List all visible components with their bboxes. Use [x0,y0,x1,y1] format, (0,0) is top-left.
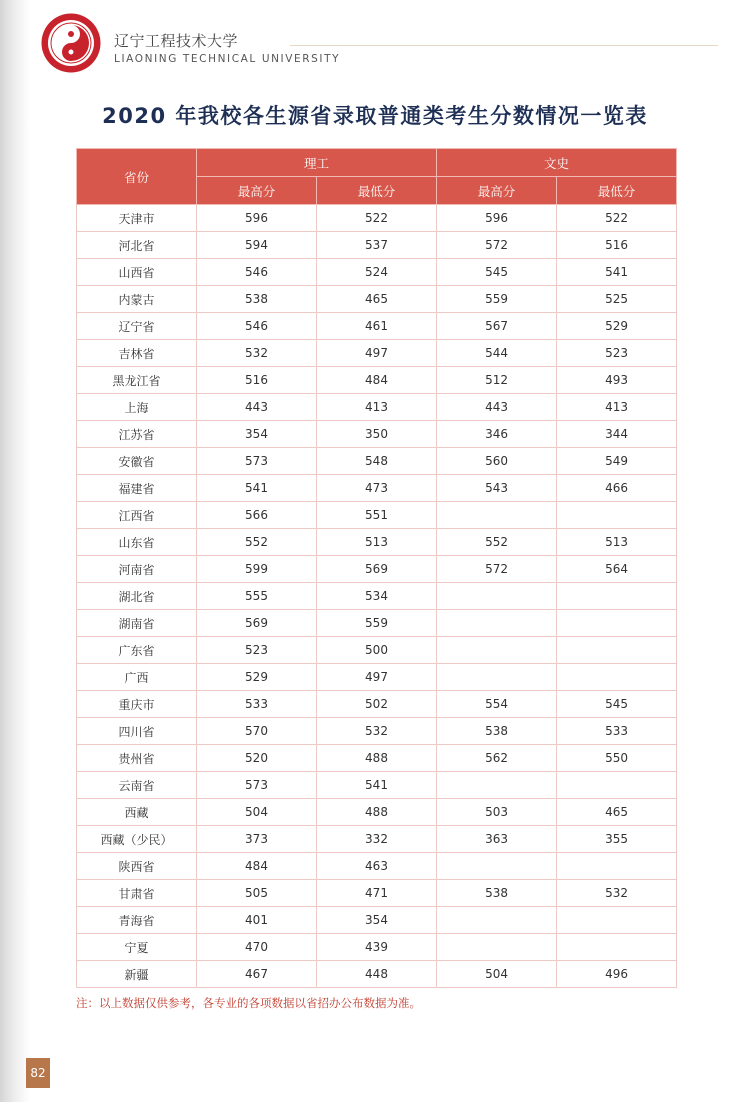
table-row [77,340,677,367]
province-cell: 内蒙古 [77,286,197,313]
province-cell: 黑龙江省 [77,367,197,394]
footnote: 注：以上数据仅供参考，各专业的各项数据以省招办公布数据为准。 [76,996,421,1010]
science-min-cell: 532 [317,718,437,745]
science-max-cell: 566 [197,502,317,529]
science-max-cell: 546 [197,313,317,340]
arts-min-cell: 529 [557,313,677,340]
arts-min-cell: 516 [557,232,677,259]
arts-max-cell: 504 [437,961,557,988]
science-max-cell: 546 [197,259,317,286]
province-cell: 辽宁省 [77,313,197,340]
table-row [77,853,677,880]
table-row [77,880,677,907]
table-row [77,745,677,772]
province-cell: 贵州省 [77,745,197,772]
university-logo [40,12,102,74]
science-min-cell: 534 [317,583,437,610]
science-min-cell: 497 [317,340,437,367]
science-min-cell: 500 [317,637,437,664]
table-row [77,556,677,583]
arts-max-cell: 559 [437,286,557,313]
table-row [77,691,677,718]
arts-max-cell: 538 [437,880,557,907]
science-max-cell: 529 [197,664,317,691]
arts-min-cell: 545 [557,691,677,718]
science-max-cell: 599 [197,556,317,583]
arts-min-cell: 541 [557,259,677,286]
science-min-cell: 413 [317,394,437,421]
science-max-cell: 573 [197,448,317,475]
province-cell: 广东省 [77,637,197,664]
science-min-cell: 548 [317,448,437,475]
science-min-cell: 522 [317,205,437,232]
science-min-cell: 488 [317,745,437,772]
arts-max-cell: 512 [437,367,557,394]
table-row [77,313,677,340]
arts-max-cell [437,934,557,961]
science-min-cell: 513 [317,529,437,556]
arts-max-cell: 503 [437,799,557,826]
arts-min-cell: 532 [557,880,677,907]
arts-max-cell [437,664,557,691]
arts-max-cell [437,853,557,880]
province-cell: 上海 [77,394,197,421]
province-column-header: 省份 [77,149,197,205]
table-row [77,934,677,961]
science-max-cell: 538 [197,286,317,313]
science-min-cell: 524 [317,259,437,286]
table-row [77,583,677,610]
science-max-cell: 373 [197,826,317,853]
province-cell: 湖北省 [77,583,197,610]
province-cell: 云南省 [77,772,197,799]
science-max-cell: 470 [197,934,317,961]
province-cell: 西藏（少民） [77,826,197,853]
science-min-cell: 569 [317,556,437,583]
science-max-cell: 533 [197,691,317,718]
arts-max-cell [437,637,557,664]
science-max-cell: 467 [197,961,317,988]
table-row [77,448,677,475]
score-table-body [77,205,677,988]
arts-min-cell [557,610,677,637]
science-max-cell: 555 [197,583,317,610]
science-group-header: 理工 [197,149,437,177]
arts-min-cell [557,772,677,799]
science-max-cell: 354 [197,421,317,448]
science-min-cell: 465 [317,286,437,313]
arts-min-cell: 533 [557,718,677,745]
page-number: 82 [26,1058,50,1088]
university-name-en: LIAONING TECHNICAL UNIVERSITY [114,53,341,65]
arts-min-cell [557,664,677,691]
arts-min-cell: 466 [557,475,677,502]
arts-max-cell: 572 [437,232,557,259]
arts-min-cell [557,637,677,664]
arts-max-cell: 552 [437,529,557,556]
arts-min-cell: 355 [557,826,677,853]
province-cell: 新疆 [77,961,197,988]
table-row [77,907,677,934]
table-row [77,475,677,502]
science-min-cell: 332 [317,826,437,853]
arts-min-cell: 413 [557,394,677,421]
science-max-cell: 532 [197,340,317,367]
science-max-cell: 401 [197,907,317,934]
table-row [77,421,677,448]
arts-min-cell: 549 [557,448,677,475]
arts-max-cell: 443 [437,394,557,421]
arts-max-cell: 363 [437,826,557,853]
province-cell: 重庆市 [77,691,197,718]
science-min-cell: 354 [317,907,437,934]
science-min-cell: 350 [317,421,437,448]
arts-max-cell [437,502,557,529]
arts-max-cell: 538 [437,718,557,745]
science-max-cell: 484 [197,853,317,880]
page-edge-shadow [0,0,30,1102]
science-min-cell: 473 [317,475,437,502]
arts-min-cell: 522 [557,205,677,232]
arts-min-cell: 344 [557,421,677,448]
arts-max-cell: 544 [437,340,557,367]
arts-min-cell: 513 [557,529,677,556]
province-cell: 青海省 [77,907,197,934]
arts-max-cell: 545 [437,259,557,286]
province-cell: 河北省 [77,232,197,259]
table-row [77,664,677,691]
science-max-cell: 594 [197,232,317,259]
table-row [77,799,677,826]
science-min-cell: 439 [317,934,437,961]
province-cell: 福建省 [77,475,197,502]
province-cell: 山东省 [77,529,197,556]
province-cell: 吉林省 [77,340,197,367]
arts-max-header: 最高分 [437,177,557,205]
table-row [77,961,677,988]
table-row [77,772,677,799]
table-row [77,826,677,853]
science-max-cell: 570 [197,718,317,745]
arts-min-cell [557,853,677,880]
province-cell: 湖南省 [77,610,197,637]
science-min-cell: 537 [317,232,437,259]
page-title: 2020 年我校各生源省录取普通类考生分数情况一览表 [102,104,648,128]
arts-min-cell [557,907,677,934]
table-row [77,367,677,394]
arts-max-cell: 562 [437,745,557,772]
table-row [77,232,677,259]
arts-min-cell: 525 [557,286,677,313]
science-max-cell: 523 [197,637,317,664]
arts-min-header: 最低分 [557,177,677,205]
arts-min-cell: 523 [557,340,677,367]
arts-min-cell [557,934,677,961]
province-cell: 安徽省 [77,448,197,475]
university-name-cn: 辽宁工程技术大学 [114,32,239,50]
arts-min-cell: 550 [557,745,677,772]
table-row [77,502,677,529]
arts-max-cell: 596 [437,205,557,232]
arts-min-cell: 564 [557,556,677,583]
table-row [77,529,677,556]
science-min-cell: 448 [317,961,437,988]
arts-max-cell: 572 [437,556,557,583]
science-min-cell: 484 [317,367,437,394]
province-cell: 陕西省 [77,853,197,880]
table-row [77,259,677,286]
science-min-cell: 559 [317,610,437,637]
arts-min-cell: 493 [557,367,677,394]
science-min-cell: 541 [317,772,437,799]
science-max-header: 最高分 [197,177,317,205]
arts-max-cell [437,583,557,610]
science-max-cell: 596 [197,205,317,232]
science-max-cell: 569 [197,610,317,637]
science-max-cell: 541 [197,475,317,502]
science-max-cell: 504 [197,799,317,826]
province-cell: 江苏省 [77,421,197,448]
arts-max-cell [437,772,557,799]
science-max-cell: 573 [197,772,317,799]
arts-group-header: 文史 [437,149,677,177]
arts-min-cell: 496 [557,961,677,988]
science-min-cell: 463 [317,853,437,880]
province-cell: 江西省 [77,502,197,529]
arts-min-cell [557,583,677,610]
arts-max-cell: 554 [437,691,557,718]
province-cell: 西藏 [77,799,197,826]
science-max-cell: 516 [197,367,317,394]
province-cell: 宁夏 [77,934,197,961]
arts-max-cell: 346 [437,421,557,448]
table-row [77,205,677,232]
science-max-cell: 552 [197,529,317,556]
science-min-cell: 497 [317,664,437,691]
science-min-cell: 461 [317,313,437,340]
science-min-cell: 488 [317,799,437,826]
science-min-cell: 551 [317,502,437,529]
province-cell: 广西 [77,664,197,691]
arts-max-cell: 560 [437,448,557,475]
science-max-cell: 505 [197,880,317,907]
table-row [77,637,677,664]
province-cell: 河南省 [77,556,197,583]
header-divider [290,45,718,46]
arts-min-cell [557,502,677,529]
science-min-cell: 471 [317,880,437,907]
table-row [77,394,677,421]
science-max-cell: 520 [197,745,317,772]
arts-max-cell [437,907,557,934]
table-row [77,286,677,313]
science-min-header: 最低分 [317,177,437,205]
science-max-cell: 443 [197,394,317,421]
arts-min-cell: 465 [557,799,677,826]
province-cell: 四川省 [77,718,197,745]
arts-max-cell: 543 [437,475,557,502]
province-cell: 甘肃省 [77,880,197,907]
province-cell: 山西省 [77,259,197,286]
table-row [77,610,677,637]
arts-max-cell [437,610,557,637]
arts-max-cell: 567 [437,313,557,340]
score-table [76,148,677,988]
province-cell: 天津市 [77,205,197,232]
science-min-cell: 502 [317,691,437,718]
table-row [77,718,677,745]
